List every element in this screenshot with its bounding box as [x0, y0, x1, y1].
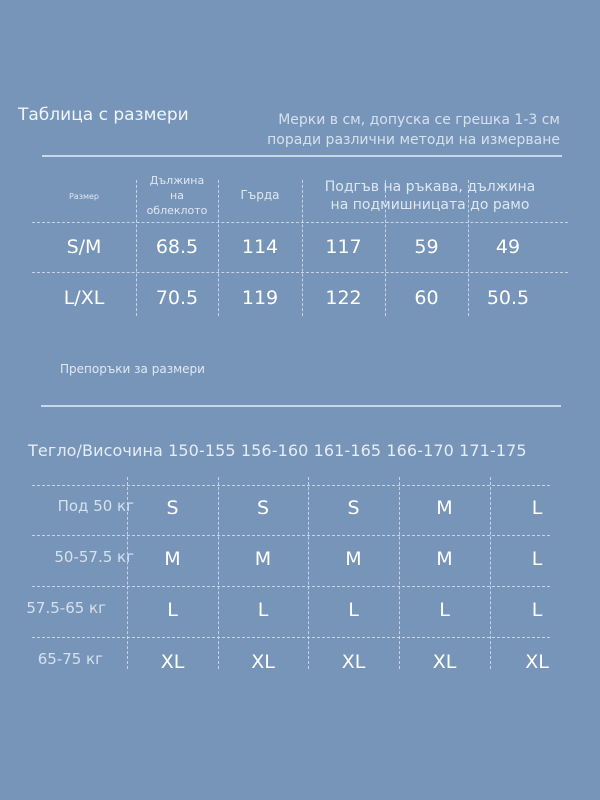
height-range: 166-170: [386, 441, 454, 460]
size-cell: L: [531, 599, 543, 621]
cell-value: 117: [325, 236, 362, 258]
size-cell: S: [166, 497, 179, 519]
grid-line: [32, 485, 550, 486]
cell-value: 59: [414, 236, 439, 258]
recommendation-header-row: [28, 441, 527, 460]
page-title: Таблица с размери: [18, 105, 189, 125]
weight-label: Под 50 кг: [57, 497, 134, 515]
size-cell: L: [531, 548, 543, 570]
size-cell: L: [257, 599, 269, 621]
cell-size: S/M: [66, 236, 102, 258]
size-cell: M: [345, 548, 362, 570]
cell-chest: 114: [241, 236, 279, 258]
col-header-length: Дължина на облеклото: [146, 174, 208, 217]
grid-line: [32, 586, 550, 587]
col-header-chest: Гърда: [240, 188, 280, 202]
size-cell: M: [254, 548, 272, 570]
top-divider: [42, 155, 562, 157]
size-cell: L: [531, 497, 543, 519]
size-cell: XL: [341, 651, 366, 673]
size-cell: XL: [160, 651, 185, 673]
size-cell: L: [167, 599, 178, 621]
height-range: 171-175: [459, 441, 527, 460]
size-cell: M: [436, 497, 453, 519]
note-line-2: поради различни методи на измерване: [267, 132, 560, 148]
grid-line: [32, 637, 550, 638]
cell-length: 68.5: [155, 236, 199, 258]
height-range: 150-155: [168, 441, 236, 460]
col-header-size: Размер: [68, 192, 99, 201]
size-cell: L: [439, 599, 450, 621]
size-cell: L: [348, 599, 359, 621]
cell-chest: 119: [241, 287, 279, 309]
cell-size: L/XL: [63, 287, 105, 309]
col-header-sleeve-group: Подгъв на ръкава, дължина на подмишницата до рамо: [324, 179, 536, 213]
size-cell: S: [256, 497, 270, 519]
weight-label: 50-57.5 кг: [54, 548, 134, 566]
size-cell: XL: [525, 651, 549, 673]
weight-label: 57.5-65 кг: [26, 599, 106, 617]
size-cell: XL: [251, 651, 275, 673]
size-cell: XL: [432, 651, 457, 673]
grid-line: [32, 535, 550, 536]
grid-line: [32, 222, 568, 223]
cell-value: 50.5: [486, 287, 530, 309]
measurement-note: [267, 110, 560, 150]
height-range: 161-165: [313, 441, 382, 460]
height-range: 156-160: [240, 441, 309, 460]
note-line-1: Мерки в см, допуска се грешка 1-3 см: [278, 112, 560, 128]
section-title: Препоръки за размери: [60, 362, 205, 376]
size-cell: M: [436, 548, 453, 570]
cell-length: 70.5: [155, 287, 199, 309]
cell-value: 49: [495, 236, 521, 258]
header-label: Тегло/Височина: [28, 441, 163, 460]
cell-value: 60: [414, 287, 439, 309]
grid-line: [32, 272, 568, 273]
cell-value: 122: [325, 287, 362, 309]
size-cell: S: [347, 497, 360, 519]
section-divider: [41, 405, 561, 407]
size-cell: M: [164, 548, 181, 570]
weight-label: 65-75 кг: [37, 650, 103, 668]
